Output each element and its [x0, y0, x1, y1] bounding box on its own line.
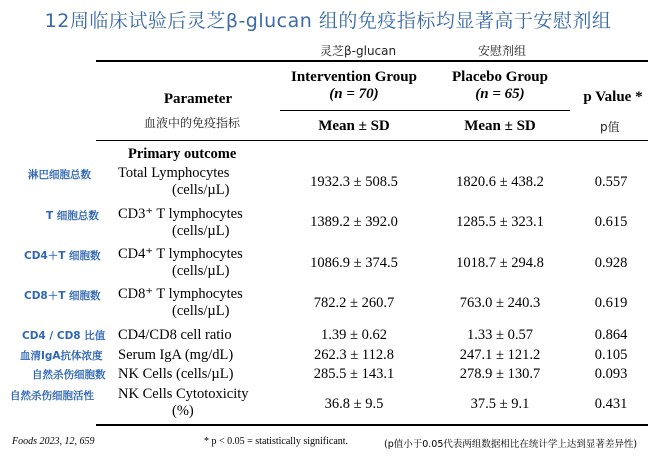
p-value: 0.928 — [594, 255, 628, 271]
parameter-header-cn: 血液中的免疫指标 — [144, 116, 241, 130]
placebo-value: 1285.5 ± 323.1 — [456, 214, 544, 230]
placebo-group-cn-label: 安慰剂组 — [478, 44, 527, 58]
table-row-parameter: CD3⁺ T lymphocytes (cells/µL) — [118, 206, 243, 239]
table-row-parameter: Serum IgA (mg/dL) — [118, 347, 234, 363]
page-title: 12周临床试验后灵芝β-glucan 组的免疫指标均显著高于安慰剂组 — [44, 10, 612, 32]
p-value: 0.864 — [594, 327, 628, 343]
intervention-group-n: (n = 70) — [329, 86, 379, 102]
p-value: 0.557 — [594, 174, 628, 190]
row-cn-label: 淋巴细胞总数 — [28, 169, 91, 181]
placebo-value: 247.1 ± 121.2 — [459, 347, 541, 363]
intervention-group-cn-label: 灵芝β-glucan — [320, 44, 397, 58]
intervention-value: 1.39 ± 0.62 — [321, 327, 387, 343]
intervention-value: 36.8 ± 9.5 — [324, 396, 384, 412]
p-value: 0.105 — [594, 347, 628, 363]
intervention-mean-sd-header: Mean ± SD — [318, 118, 390, 134]
p-value: 0.431 — [594, 396, 628, 412]
intervention-value: 285.5 ± 143.1 — [313, 366, 395, 382]
placebo-value: 1820.6 ± 438.2 — [456, 174, 544, 190]
parameter-header: Parameter — [163, 91, 233, 107]
row-cn-label: 自然杀伤细胞数 — [32, 369, 106, 381]
table-row-parameter: Total Lymphocytes (cells/µL) — [118, 165, 230, 198]
intervention-value: 1086.9 ± 374.5 — [310, 255, 398, 271]
placebo-group-n: (n = 65) — [475, 86, 525, 102]
table-row-parameter: CD4/CD8 cell ratio — [118, 327, 232, 343]
placebo-value: 278.9 ± 130.7 — [459, 366, 541, 382]
p-value: 0.619 — [594, 295, 628, 311]
primary-outcome-label: Primary outcome — [128, 146, 237, 162]
row-cn-label: T 细胞总数 — [46, 210, 99, 222]
placebo-value: 763.0 ± 240.3 — [459, 295, 541, 311]
p-value-header: p Value * — [583, 89, 643, 105]
table-bottom-rule — [96, 424, 648, 426]
row-cn-label: 自然杀伤细胞活性 — [10, 390, 94, 402]
p-value-header-cn: p值 — [600, 120, 620, 134]
row-cn-label: CD8＋T 细胞数 — [24, 290, 101, 302]
table-row-parameter: NK Cells (cells/µL) — [118, 366, 234, 382]
intervention-value: 1932.3 ± 508.5 — [310, 174, 398, 190]
placebo-mean-sd-header: Mean ± SD — [464, 118, 536, 134]
row-cn-label: CD4＋T 细胞数 — [24, 250, 101, 262]
table-row-parameter: NK Cells Cytotoxicity (%) — [118, 386, 249, 419]
placebo-group-title: Placebo Group — [452, 69, 548, 85]
row-cn-label: CD4 / CD8 比值 — [22, 330, 106, 342]
intervention-group-header — [278, 69, 430, 103]
table-top-rule — [96, 60, 648, 62]
row-cn-label: 血清IgA抗体浓度 — [20, 350, 103, 362]
intervention-group-title: Intervention Group — [291, 69, 417, 85]
intervention-value: 1389.2 ± 392.0 — [310, 214, 398, 230]
p-value: 0.093 — [594, 366, 628, 382]
intervention-value: 782.2 ± 260.7 — [313, 295, 395, 311]
group-header-rule — [280, 110, 570, 111]
header-bottom-rule — [96, 140, 648, 141]
footnote-cn: (p值小于0.05代表两组数据相比在统计学上达到显著差异性) — [384, 439, 638, 450]
citation: Foods 2023, 12, 659 — [12, 436, 95, 447]
footnote: * p < 0.05 = statistically significant. — [204, 436, 349, 447]
placebo-value: 37.5 ± 9.1 — [470, 396, 530, 412]
placebo-value: 1.33 ± 0.57 — [467, 327, 533, 343]
table-row-parameter: CD8⁺ T lymphocytes (cells/µL) — [118, 286, 243, 319]
placebo-group-header — [430, 69, 570, 103]
table-row-parameter: CD4⁺ T lymphocytes (cells/µL) — [118, 246, 243, 279]
placebo-value: 1018.7 ± 294.8 — [456, 255, 544, 271]
intervention-value: 262.3 ± 112.8 — [314, 347, 394, 363]
p-value: 0.615 — [594, 214, 628, 230]
